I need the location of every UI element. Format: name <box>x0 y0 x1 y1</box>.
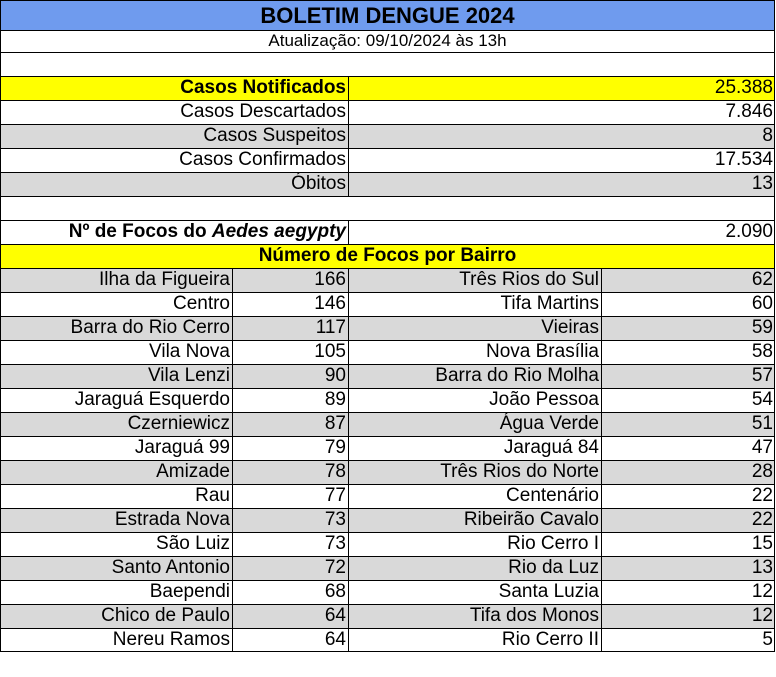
bairro-name: Jaraguá 84 <box>503 437 599 458</box>
row-divider <box>0 628 775 629</box>
summary-value: 8 <box>762 125 773 146</box>
bairro-row <box>0 580 775 604</box>
bairro-name: Ribeirão Cavalo <box>463 509 599 530</box>
bairro-row <box>0 268 775 292</box>
bairro-name: Rio da Luz <box>508 557 599 578</box>
bairro-count: 77 <box>324 485 346 506</box>
row-divider <box>0 268 775 269</box>
bairro-row <box>0 484 775 508</box>
summary-value: 13 <box>751 173 773 194</box>
bairros-header-row <box>0 244 775 268</box>
bairro-name: Vila Nova <box>149 341 230 362</box>
focos-label <box>0 220 348 244</box>
spacer-row <box>0 196 775 220</box>
bairro-name: Czerniewicz <box>127 413 230 434</box>
bairro-count: 47 <box>751 437 773 458</box>
bairro-name: Rio Cerro I <box>507 533 599 554</box>
column-divider <box>348 220 349 244</box>
bairro-name: Vila Lenzi <box>147 365 230 386</box>
row-divider <box>0 388 775 389</box>
row-divider <box>0 148 775 149</box>
bairro-name: Santo Antonio <box>111 557 230 578</box>
bairro-name: Tifa Martins <box>500 293 599 314</box>
bairro-count: 59 <box>751 317 773 338</box>
bairro-row <box>0 508 775 532</box>
bairro-name: São Luiz <box>156 533 230 554</box>
focos-value: 2.090 <box>725 221 773 242</box>
row-divider <box>0 76 775 77</box>
bairro-name: Nova Brasília <box>486 341 599 362</box>
bairro-row <box>0 316 775 340</box>
bairro-count: 78 <box>324 461 346 482</box>
bairro-count: 73 <box>324 533 346 554</box>
column-divider <box>348 268 349 652</box>
summary-row-confirmados <box>0 148 775 172</box>
bairro-count: 62 <box>751 269 773 290</box>
bairro-count: 58 <box>751 341 773 362</box>
summary-row-obitos <box>0 172 775 196</box>
bairro-count: 12 <box>751 581 773 602</box>
bairro-row <box>0 460 775 484</box>
bairro-count: 73 <box>324 509 346 530</box>
bairro-count: 5 <box>762 629 773 650</box>
row-divider <box>0 124 775 125</box>
row-divider <box>0 580 775 581</box>
row-divider <box>0 196 775 197</box>
bairro-count: 22 <box>751 485 773 506</box>
bairro-row <box>0 628 775 652</box>
bairro-count: 87 <box>324 413 346 434</box>
row-divider <box>0 412 775 413</box>
bairro-name: Centenário <box>506 485 599 506</box>
summary-value: 17.534 <box>714 149 773 170</box>
bairro-count: 12 <box>751 605 773 626</box>
bairro-count: 105 <box>314 341 346 362</box>
title-row <box>0 0 775 30</box>
bairro-count: 89 <box>324 389 346 410</box>
bairro-count: 54 <box>751 389 773 410</box>
bairro-row <box>0 340 775 364</box>
bairro-name: Vieiras <box>541 317 599 338</box>
bairros-header: Número de Focos por Bairro <box>258 245 517 266</box>
row-divider <box>0 220 775 221</box>
bairro-row <box>0 412 775 436</box>
bairro-name: Barra do Rio Molha <box>435 365 599 386</box>
bairro-count: 166 <box>314 269 346 290</box>
bairro-count: 13 <box>751 557 773 578</box>
column-divider <box>232 268 233 652</box>
row-divider <box>0 604 775 605</box>
bairro-count: 90 <box>324 365 346 386</box>
row-divider <box>0 436 775 437</box>
bairro-name: Água Verde <box>499 413 599 434</box>
focos-label-prefix: Nº de Focos do <box>68 221 212 242</box>
spacer-row <box>0 52 775 76</box>
row-divider <box>0 292 775 293</box>
summary-label: Casos Confirmados <box>179 149 346 170</box>
bairro-name: Ilha da Figueira <box>99 269 230 290</box>
bairro-count: 57 <box>751 365 773 386</box>
bairro-name: Baependi <box>149 581 230 602</box>
bairro-name: Chico de Paulo <box>101 605 230 626</box>
bairro-row <box>0 292 775 316</box>
bairro-count: 15 <box>751 533 773 554</box>
bairro-count: 28 <box>751 461 773 482</box>
bairro-row <box>0 604 775 628</box>
bairro-count: 60 <box>751 293 773 314</box>
bairro-name: Tifa dos Monos <box>469 605 599 626</box>
bairro-name: Amizade <box>156 461 230 482</box>
summary-row-suspeitos <box>0 124 775 148</box>
bairro-count: 22 <box>751 509 773 530</box>
row-divider <box>0 244 775 245</box>
column-divider <box>348 76 349 196</box>
bairro-count: 68 <box>324 581 346 602</box>
bairro-count: 117 <box>315 317 346 338</box>
bairro-row <box>0 388 775 412</box>
row-divider <box>0 460 775 461</box>
row-divider <box>0 532 775 533</box>
bairro-name: Estrada Nova <box>114 509 230 530</box>
row-divider <box>0 52 775 53</box>
page-title: BOLETIM DENGUE 2024 <box>260 3 515 28</box>
row-divider <box>0 556 775 557</box>
bairro-name: Jaraguá Esquerdo <box>74 389 230 410</box>
summary-label: Casos Suspeitos <box>203 125 346 146</box>
bairro-name: Rio Cerro II <box>501 629 599 650</box>
bairro-name: Três Rios do Sul <box>459 269 599 290</box>
bairro-count: 51 <box>751 413 773 434</box>
bairro-count: 72 <box>324 557 346 578</box>
row-divider <box>0 364 775 365</box>
bairro-row <box>0 556 775 580</box>
bairro-name: Jaraguá 99 <box>134 437 230 458</box>
focos-label-species: Aedes aegypty <box>211 221 346 242</box>
summary-value: 25.388 <box>714 77 773 98</box>
bairro-name: João Pessoa <box>489 389 599 410</box>
update-timestamp: Atualização: 09/10/2024 às 13h <box>268 31 507 50</box>
row-divider <box>0 340 775 341</box>
row-divider <box>0 172 775 173</box>
bairro-name: Centro <box>172 293 230 314</box>
bairro-row <box>0 364 775 388</box>
bairro-name: Três Rios do Norte <box>440 461 599 482</box>
row-divider <box>0 30 775 31</box>
bairro-count: 79 <box>324 437 346 458</box>
focos-row <box>0 220 775 244</box>
bairro-row <box>0 532 775 556</box>
bairro-name: Rau <box>195 485 230 506</box>
summary-label: Casos Notificados <box>180 77 346 98</box>
row-divider <box>0 316 775 317</box>
bairro-count: 146 <box>314 293 346 314</box>
bairro-row <box>0 436 775 460</box>
bairro-name: Barra do Rio Cerro <box>70 317 230 338</box>
summary-value: 7.846 <box>725 101 773 122</box>
summary-row-notificados <box>0 76 775 100</box>
row-divider <box>0 100 775 101</box>
summary-row-descartados <box>0 100 775 124</box>
bairro-count: 64 <box>324 605 346 626</box>
summary-label: Casos Descartados <box>180 101 346 122</box>
row-divider <box>0 484 775 485</box>
bairro-count: 64 <box>324 629 346 650</box>
row-divider <box>0 508 775 509</box>
bairro-name: Santa Luzia <box>498 581 599 602</box>
bairro-name: Nereu Ramos <box>112 629 230 650</box>
update-row <box>0 30 775 52</box>
column-divider <box>601 268 602 652</box>
summary-label: Óbitos <box>291 173 346 194</box>
